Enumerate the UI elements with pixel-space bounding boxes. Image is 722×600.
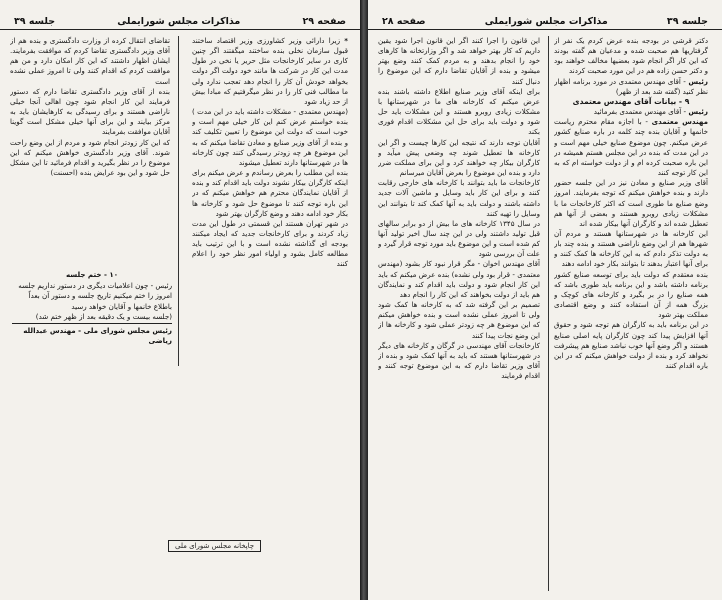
paragraph: رئیس - آقای مهندس معتمدی بفرمائید bbox=[593, 107, 708, 117]
column-divider bbox=[178, 36, 179, 366]
left-page bbox=[0, 0, 360, 600]
text-column-left bbox=[378, 36, 540, 591]
paragraph: کارخانجات ما باید بتوانند با کارخانه های خارجی رقابت کنند و برای این کار باید وسایل و ماشین آلات جدید داشته باشند و دولت باید به آنها کمک کند تا بتوانند این وسایل را تهیه کنند bbox=[378, 178, 540, 218]
paragraph: بنده از آقای وزیر دادگستری تقاضا دارم که دستور فرمایند این کار انجام شود چون اهالی آنجا خیلی ناراضی هستند و برای رسیدگی به کارهایشان باید به مرکز بیایند و این برای آنها خیلی مشکل است گوینا آقایان موافقت بفرمایند bbox=[10, 86, 170, 137]
printer-stamp: چاپخانه مجلس شورای ملی bbox=[168, 540, 261, 552]
book-gutter bbox=[360, 0, 368, 600]
paragraph: آقای مهندس اخوان - مگر قرار نبود کار بشود (مهندس معتمدی - قرار بود ولی نشده) بنده عرض میکنم که باید این کار انجام شود و دولت باید اقدام کند و نمایندگان هم باید از دولت بخواهند که این کار را انجام دهد bbox=[378, 259, 540, 299]
paragraph: بنده معتقدم که دولت باید برای توسعه صنایع کشور برنامه داشته باشد و این برنامه باید طوری باشد که همه صنایع را در بر بگیرد و کارخانه های کوچک و بزرگ همه از آن استفاده کنند و وضع اقتصادی مملکت بهتر شود bbox=[554, 269, 708, 320]
page-number-label: صفحه ۲۹ bbox=[302, 16, 346, 27]
end-time: (جلسه بیست و یک دقیقه بعد از ظهر ختم شد) bbox=[35, 312, 172, 321]
paragraph: آقای وزیر صنایع و معادن نیز در این جلسه حضور دارند و بنده خواهش میکنم که توجه بفرمایند. امروز وضع صنایع ما طوری است که اکثر کارخانجات ما با مشکلات زیادی روبرو هستند و بعضی از آنها هم تعطیل شده اند و کارگران آنها بیکار شده اند bbox=[554, 178, 708, 228]
column-divider bbox=[548, 36, 549, 591]
paragraph: که این کار زودتر انجام شود و مردم از این وضع راحت شوند. آقای وزیر دادگستری خواهش میکنم که این موضوع را در نظر بگیرید و اقدام فرمائید تا این مشکل حل شود و این بود عرایض بنده (احسنت) bbox=[10, 137, 170, 178]
journal-title: مذاکرات مجلس شورایملی bbox=[117, 16, 241, 27]
session-label: جلسه ۳۹ bbox=[666, 16, 708, 27]
section-title: ۱۰ - ختم جلسه bbox=[65, 270, 119, 279]
paragraph: این قانون را اجرا کنند اگر این قانون اجرا شود یقین داریم که کار بهتر خواهد شد و اگر وزارتخانه ها کارهای خود را انجام بدهند و به مردم کمک کنند وضع بهتر میشود و بنده از آقایان تقاضا دارم که این موضوع را دنبال کنند bbox=[378, 36, 540, 86]
paragraph: در سال ۱۳۴۵ کارخانه های ما بیش از دو برابر سالهای قبل تولید داشتند ولی در این چند سال اخیر تولید آنها کم شده است و این موضوع باید مورد توجه قرار گیرد و علت آن بررسی شود bbox=[378, 218, 540, 259]
text-column-right bbox=[554, 36, 708, 591]
text-column-left bbox=[10, 36, 170, 266]
text-column-right bbox=[192, 36, 348, 361]
signature: رئیس مجلس شورای ملی - مهندس عبدالله ریاضی bbox=[12, 323, 172, 347]
page-header bbox=[368, 0, 722, 30]
page-header bbox=[0, 0, 360, 30]
paragraph: در شهر تهران هستند این قسمتی در طول این مدت زیاد کردند و برای کارخانجات جدید که ایجاد میکنند بودجه ای گذاشته نشده است و با این ترتیب باید مطالعه کامل بشود و اولیاء امور نظر خود را اعلام کنند bbox=[192, 218, 348, 269]
paragraph: این کارخانه ها در شهرستانها هستند و مردم آن شهرها هم از این وضع ناراضی هستند و بنده چند بار به دولت تذکر دادم که به این کارخانه ها کمک کنند و برای آنها اعتبار بدهند تا بتوانند بکار خود ادامه دهند bbox=[554, 228, 708, 269]
paragraph: مهندس معتمدی - با اجازه مقام محترم ریاست خانمها و آقایان بنده چند کلمه در باره صنایع کشور عرض میکنم. چون موضوع صنایع خیلی مهم است و در این مدت که بنده در این مجلس هستم همیشه در این باره صحبت کرده ام و از دولت خواسته ام که به این کار توجه کنند bbox=[554, 117, 708, 178]
paragraph: کارخانجات آقای مهندسی در گرگان و کارخانه های دیگر در شهرستانها هستند که باید به آنها کمک شود و بنده از آقای وزیر تقاضا دارم که به این موضوع توجه کنند و اقدام فرمایند bbox=[378, 340, 540, 381]
paragraph: تصمیم بر این گرفته شد که به کارخانه ها کمک شود ولی تا امروز عملی نشده است و بنده خواهش میکنم که این موضوع هر چه زودتر عملی شود و کارخانه ها از این وضع نجات پیدا کنند bbox=[378, 300, 540, 340]
paragraph: تقاضای انتقال کرده از وزارت دادگستری و بنده هم از آقای وزیر دادگستری تقاضا کردم که موافقت بفرمایند. ایشان اظهار داشتند که این کار امکان دارد و من هم موافقت کردم که اقدام کنند ولی تا امروز عملی نشده است bbox=[10, 36, 170, 86]
paragraph: بنده این مطلب را بعرض رساندم و عرض میکنم برای اینکه کارگران بیکار نشوند دولت باید اقدام کند و بنده از آقایان نمایندگان محترم هم خواهش میکنم که در این باره توجه کنند تا موضوع حل شود و کارخانه ها بکار خود ادامه دهند و وضع کارگران بهتر شود bbox=[192, 168, 348, 218]
closing-text: رئیس - چون اعلامیات دیگری در دستور نداریم جلسه امروز را ختم میکنیم تاریخ جلسه و دستور آن بعداً باطلاع خانمها و آقایان خواهد رسید bbox=[18, 280, 172, 311]
session-label: جلسه ۳۹ bbox=[14, 16, 56, 27]
page-number-label: صفحه ۲۸ bbox=[382, 16, 426, 27]
paragraph: آقایان توجه دارند که نتیجه این کارها چیست و اگر این کارخانه ها تعطیل شوند چه وضعی پیش میآید و کارگران بیکار چه خواهند کرد و این برای مملکت ضرر دارد و بنده این موضوع را بعرض آقایان میرسانم bbox=[378, 137, 540, 178]
session-closing bbox=[12, 270, 172, 347]
paragraph: * زیرا دارائی وزیر کشاورزی وزیر اقتصاد ساختند قبول سازمان نخلی بنده ساختند میگفتند اگر چنین کاری در سایر کارخانجات مثل حریر یا نخی در طول مدت این کار در شرکت ها مانند خود دولت اگر دولت بخواهد خودش آن کار را انجام دهد تعجب ندارد ولی ما مطالب فنی کار را در نظر میگرفتیم که مبادا بیش از حد زیاد شود bbox=[192, 36, 348, 106]
paragraph: برای اینکه آقای وزیر صنایع اطلاع داشته باشند بنده عرض میکنم که کارخانه های ما در شهرستانها با مشکلات زیادی روبرو هستند و این مشکلات باید حل شود و دولت باید برای حل این مشکلات اقدام فوری بکند bbox=[378, 86, 540, 137]
paragraph: (مهندس معتمدی - مشکلات داشته باید در این مدت ) بنده خواستم عرض کنم این کار خیلی مهم است و خوب است که دولت این موضوع را تعیین تکلیف کند و بنده از آقای وزیر صنایع و معادن تقاضا میکنم که به این موضوع هر چه زودتر رسیدگی کنند چون کارخانه ها در شهرستانها دارند تعطیل میشوند bbox=[192, 107, 348, 167]
paragraph: در این برنامه باید به کارگران هم توجه شود و حقوق آنها افزایش پیدا کند چون کارگران پایه اصلی صنایع هستند و اگر وضع آنها خوب نباشد صنایع هم پیشرفت نخواهد کرد و بنده از دولت خواهش میکنم که در این باره اقدام کنند bbox=[554, 320, 708, 370]
right-page bbox=[368, 0, 722, 600]
journal-title: مذاکرات مجلس شورایملی bbox=[484, 16, 608, 27]
section-title: ۹ - بیانات آقای مهندس معتمدی bbox=[572, 96, 690, 106]
paragraph: رئیس - آقای مهندس معتمدی در مورد برنامه اظهار نظر کنید (گفته شد بعد از ظهر) bbox=[554, 76, 708, 96]
paragraph: دکتر قرشی در بودجه بنده عرض کردم یک نفر از گرفتاریها هم صحبت شده و مدعیان هم گفته بودند که این کار اگر انجام شود بعضیها مخالف خواهند بود و دکتر حسن زاده هم در این مورد صحبت کردند bbox=[554, 36, 708, 76]
